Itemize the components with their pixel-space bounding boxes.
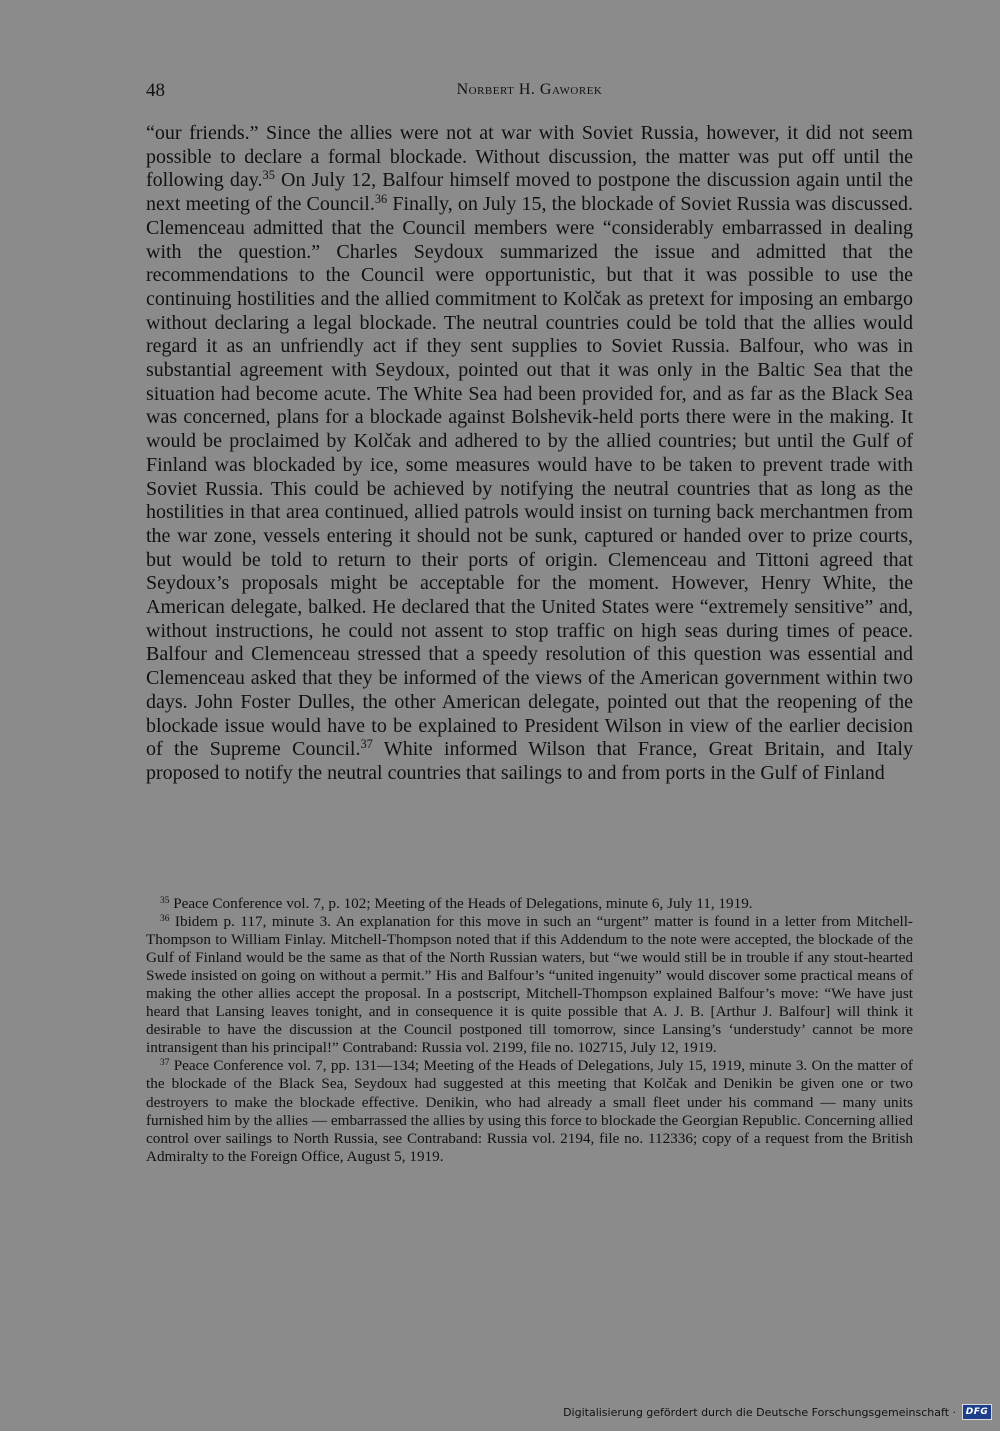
footnote-number: 36 <box>160 913 170 924</box>
digitization-footer <box>563 1403 992 1421</box>
paragraph-text: White informed Wilson that France, Great Britain, and Italy proposed to notify the neutral countries that sailings to and from ports in the Gulf of Finland <box>146 738 913 784</box>
page-number: 48 <box>146 80 165 101</box>
footnote-35 <box>146 895 913 913</box>
footnote-ref-37[interactable]: 37 <box>360 737 373 752</box>
dfg-logo[interactable]: DFG <box>962 1404 992 1420</box>
footnotes <box>146 895 913 1166</box>
footnote-text: Peace Conference vol. 7, p. 102; Meeting of the Heads of Delegations, minute 6, July 11, 1919. <box>169 895 753 912</box>
footnote-number: 37 <box>160 1058 170 1069</box>
paragraph-text: Finally, on July 15, the blockade of Soviet Russia was discussed. Clemenceau admitted that the Council members were “considerably embarrassed in dealing with the question.” Charles Seydoux summarized the issue and admitted that the recommendations to the Council were opportunistic, but that it was possible to use the continuing hostilities and the allied commitment to Kolčak as pretext for imposing an embargo without declaring a legal blockade. The neutral countries could be told that the allies would regard it as an unfriendly act if they sent supplies to Soviet Russia. Balfour, who was in substantial agreement with Seydoux, pointed out that it was only in the Baltic Sea that the situation had become acute. The White Sea had been provided for, and as far as the Black Sea was concerned, plans for a blockade against Bolshevik-held ports there were in the making. It would be proclaimed by Kolčak and adhered to by the allied countries; but until the Gulf of Finland was blockaded by ice, some measures would have to be taken to prevent trade with Soviet Russia. This could be achieved by notifying the neutral countries that as long as the hostilities in that area continued, allied patrols would insist on turning back merchantmen from the war zone, vessels entering it should not be sunk, captured or handed over to prize courts, but would be told to return to their ports of origin. Clemenceau and Tittoni agreed that Seydoux’s proposals might be acceptable for the moment. However, Henry White, the American delegate, balked. He declared that the United States were “extremely sensitive” and, without instructions, he could not assent to stop traffic on high seas during times of peace. Balfour and Clemenceau stressed that a speedy resolution of this question was essential and Clemenceau asked that they be informed of the views of the American government within two days. John Foster Dulles, the other American delegate, pointed out that the reopening of the blockade issue would have to be explained to President Wilson in view of the earlier decision of the Supreme Council. <box>146 193 913 761</box>
footnote-36 <box>146 913 913 1057</box>
paragraph-text: “our friends.” Since the allies were not at war with Soviet Russia, however, it did not seem possible to declare a formal blockade. Without discussion, the matter was put off until the following day. <box>146 122 913 192</box>
main-paragraph <box>146 122 913 786</box>
footnote-37 <box>146 1057 913 1165</box>
paragraph-text: On July 12, Balfour himself moved to postpone the discussion again until the next meeting of the Council. <box>146 169 913 216</box>
footer-credit: Digitalisierung gefördert durch die Deutsche Forschungsgemeinschaft · <box>563 1405 956 1419</box>
footnote-ref-36[interactable]: 36 <box>374 192 388 207</box>
footnote-text: Ibidem p. 117, minute 3. An explanation for this move in such an “urgent” matter is found in a letter from Mitchell-Thompson to William Finlay. Mitchell-Thompson noted that if this Addendum to the note were accepted, the blockade of the Gulf of Finland would be the same as that of the North Russian waters, but “we would still be in trouble if any stout-hearted Swede insisted on going on without a permit.” His and Balfour’s “united ingenuity” would discover some practical means of making the other allies accept the proposal. In a postscript, Mitchell-Thompson explained Balfour’s move: “We have just heard that Lansing leaves tonight, and in consequence it is quite possible that A. J. B. [Arthur J. Balfour] will think it desirable to have the discussion at the Council postponed till tomorrow, since Lansing’s ‘understudy’ cannot be more intransigent than his principal!” Contraband: Russia vol. 2199, file no. 102715, July 12, 1919. <box>146 913 913 1057</box>
footnote-text: Peace Conference vol. 7, pp. 131—134; Meeting of the Heads of Delegations, July 15, 1919, minute 3. On the matter of the blockade of the Black Sea, Seydoux had suggested at this meeting that Kolčak and Denikin be given one or two destroyers to make the blockade effective. Denikin, who had already a small fleet under his command — many units furnished him by the allies — embarrassed the allies by using this force to blockade the Georgian Republic. Concerning allied control over sailings to North Russia, see Contraband: Russia vol. 2194, file no. 112336; copy of a request from the British Admiralty to the Foreign Office, August 5, 1919. <box>146 1057 913 1165</box>
page-header <box>146 80 913 102</box>
running-head: Norbert H. Gaworek <box>456 81 603 98</box>
footnote-ref-35[interactable]: 35 <box>262 168 275 183</box>
footnote-number: 35 <box>160 895 170 906</box>
